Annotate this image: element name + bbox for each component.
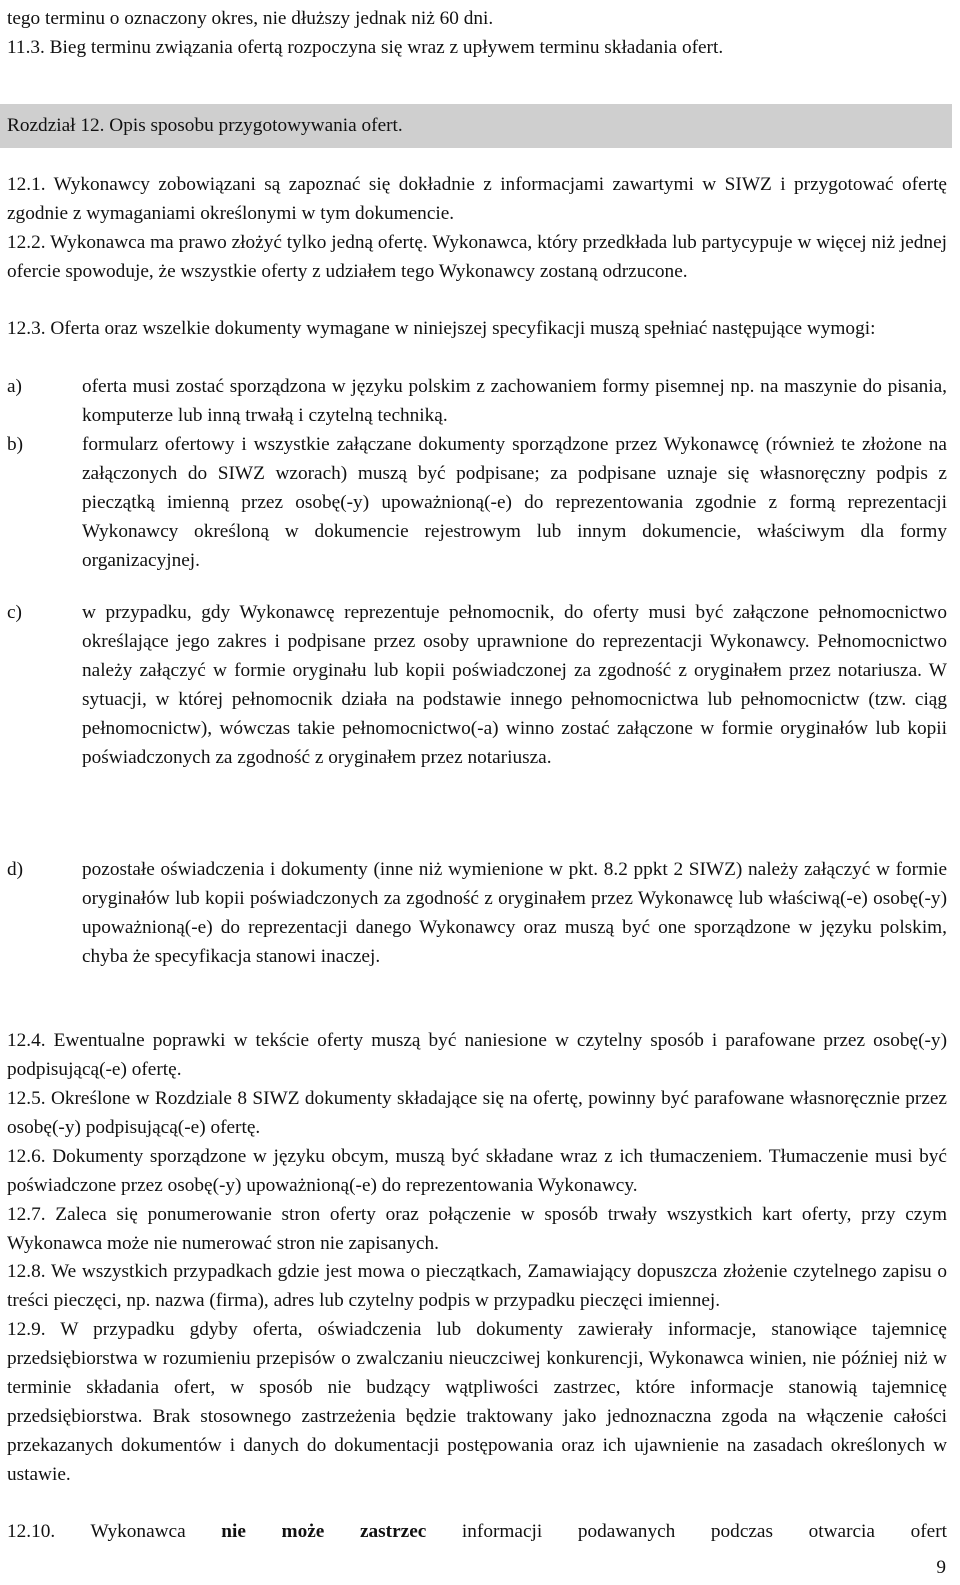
section-12-10 xyxy=(7,1517,947,1546)
chapter-heading: Rozdział 12. Opis sposobu przygotowywania ofert. xyxy=(7,115,403,136)
list-item-text: pozostałe oświadczenia i dokumenty (inne niż wymienione w pkt. 8.2 ppkt 2 SIWZ) należy załączyć w formie oryginałów lub kopii poświadczonych za zgodność z oryginałem przez Wykonawcę lub właściwą(-e) osobę(-y) upoważnioną(-e) do reprezentacji danego Wykonawcy oraz muszą być one sporządzone w języku polskim, chyba że specyfikacja stanowi inaczej. xyxy=(82,859,947,967)
section-12-5: 12.5. Określone w Rozdziale 8 SIWZ dokumenty składające się na ofertę, powinny być parafowane własnoręcznie przez osobę(-y) podpisującą(-e) ofertę. xyxy=(7,1088,947,1138)
section-12-4: 12.4. Ewentualne poprawki w tekście oferty muszą być naniesione w czytelny sposób i parafowane przez osobę(-y) podpisującą(-e) ofertę. xyxy=(7,1030,947,1080)
section-12-10-prefix: 12.10. Wykonawca xyxy=(7,1521,222,1542)
section-12-3: 12.3. Oferta oraz wszelkie dokumenty wymagane w niniejszej specyfikacji muszą spełniać następujące wymogi: xyxy=(7,318,876,339)
list-item-text: oferta musi zostać sporządzona w języku polskim z zachowaniem formy pisemnej np. na maszynie do pisania, komputerze lub inną trwałą i czytelną techniką. xyxy=(82,376,947,426)
list-item-label: d) xyxy=(7,859,24,880)
section-12-9: 12.9. W przypadku gdyby oferta, oświadczenia lub dokumenty zawierały informacje, stanowiące tajemnicę przedsiębiorstwa w rozumieniu przepisów o zwalczaniu nieuczciwej konkurencji, Wykonawca winien, nie później niż w terminie składania ofert, w sposób nie budzący wątpliwości zastrzec, które informacje stanowią tajemnicę przedsiębiorstwa. Brak stosownego zastrzeżenia będzie traktowany jako jednoznaczna zgoda na włączenie całości przekazanych dokumentów i danych do dokumentacji postępowania oraz ich ujawnienie na zasadach określonych w ustawie. xyxy=(7,1319,947,1485)
list-item-text: formularz ofertowy i wszystkie załączane dokumenty sporządzone przez Wykonawcę (również te złożone na załączonych do SIWZ wzorach) muszą być podpisane; za podpisane uznaje się własnoręczny podpis z pieczątką imienną przez osobę(-y) upoważnioną(-e) do reprezentowania zgodnie z formą reprezentacji Wykonawcy określoną w dokumencie rejestrowym lub innym dokumencie, właściwym dla formy organizacyjnej. xyxy=(82,434,947,571)
section-12-10-bold: nie może zastrzec xyxy=(221,1521,427,1542)
list-item-label: a) xyxy=(7,376,22,397)
section-12-10-suffix: informacji podawanych podczas otwarcia ofert xyxy=(426,1521,947,1542)
section-12-6: 12.6. Dokumenty sporządzone w języku obcym, muszą być składane wraz z ich tłumaczeniem. Tłumaczenie musi być poświadczone przez osobę(-y) upoważnioną(-e) do reprezentowania Wykonawcy. xyxy=(7,1146,947,1196)
section-12-1: 12.1. Wykonawcy zobowiązani są zapoznać się dokładnie z informacjami zawartymi w SIWZ i przygotować ofertę zgodnie z wymaganiami określonymi w tym dokumencie. xyxy=(7,174,947,224)
list-item-label: b) xyxy=(7,434,24,455)
list-item-label: c) xyxy=(7,602,22,623)
section-12-8: 12.8. We wszystkich przypadkach gdzie jest mowa o pieczątkach, Zamawiający dopuszcza złożenie czytelnego zapisu o treści pieczęci, np. nazwa (firma), adres lub czytelny podpis w przypadku pieczęci imiennej. xyxy=(7,1261,947,1311)
page-number: 9 xyxy=(936,1557,946,1578)
list-item-text: w przypadku, gdy Wykonawcę reprezentuje pełnomocnik, do oferty musi być załączone pełnomocnictwo określające jego zakres i podpisane przez osoby uprawnione do reprezentacji Wykonawcy. Pełnomocnictwo należy załączyć w formie oryginału lub kopii poświadczonej za zgodność z oryginałem przez notariusza. W sytuacji, w której pełnomocnik działa na podstawie innego pełnomocnictwa lub pełnomocnictw (tzw. ciąg pełnomocnictw), wówczas takie pełnomocnictwo(-a) winno zostać załączone w formie oryginałów lub kopii poświadczonych za zgodność z oryginałem przez notariusza. xyxy=(82,602,947,768)
section-12-7: 12.7. Zaleca się ponumerowanie stron oferty oraz połączenie w sposób trwały wszystkich kart oferty, przy czym Wykonawca może nie numerować stron nie zapisanych. xyxy=(7,1204,947,1254)
section-12-2: 12.2. Wykonawca ma prawo złożyć tylko jedną ofertę. Wykonawca, który przedkłada lub partycypuje w więcej niż jednej ofercie spowoduje, że wszystkie oferty z udziałem tego Wykonawcy zostaną odrzucone. xyxy=(7,232,947,282)
text-line-continuation: tego terminu o oznaczony okres, nie dłuższy jednak niż 60 dni. xyxy=(7,8,494,29)
section-11-3: 11.3. Bieg terminu związania ofertą rozpoczyna się wraz z upływem terminu składania ofert. xyxy=(7,37,724,58)
